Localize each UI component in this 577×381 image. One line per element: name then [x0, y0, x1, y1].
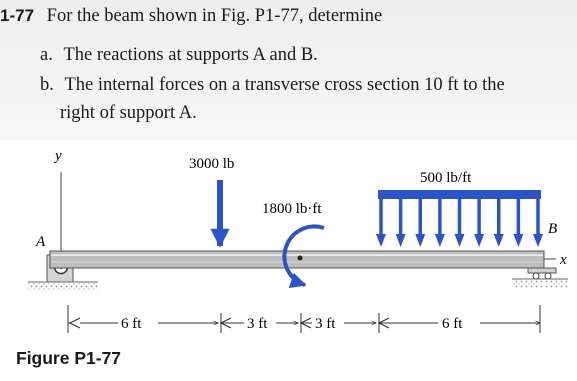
support-b-label: B	[548, 221, 558, 237]
point-load-label: 3000 lb	[189, 156, 235, 172]
x-axis-label: x	[560, 252, 567, 268]
moment-point	[298, 256, 303, 261]
problem-item-b-continuation: right of support A.	[60, 103, 197, 123]
distributed-load-arrows	[376, 199, 543, 247]
distributed-load-arrowhead	[415, 234, 425, 247]
ground-a	[28, 282, 98, 291]
ground-b	[512, 279, 568, 288]
distributed-load-arrowhead	[455, 234, 465, 247]
distributed-load-arrowhead	[435, 234, 445, 247]
y-axis-label: y	[55, 148, 62, 164]
beam	[50, 251, 544, 268]
item-b-text: The internal forces on a transverse cross section 10 ft to the	[64, 75, 505, 95]
dim-2-label: 3 ft	[247, 316, 268, 332]
distributed-load-arrowhead	[533, 234, 543, 247]
dim-3-label: 3 ft	[315, 316, 336, 332]
distributed-load-arrowhead	[494, 234, 504, 247]
problem-intro: For the beam shown in Fig. P1-77, determine	[46, 6, 383, 26]
roller-support-b	[528, 268, 556, 273]
distributed-load-arrowhead	[513, 234, 523, 247]
distributed-load-arrowhead	[474, 234, 484, 247]
distributed-load-label: 500 lb/ft	[420, 170, 472, 186]
figure-caption: Figure P1-77	[16, 348, 122, 368]
item-a-text: The reactions at supports A and B.	[63, 45, 318, 65]
moment-label: 1800 lb·ft	[262, 201, 322, 217]
dim-4-label: 6 ft	[442, 316, 463, 332]
support-a-label: A	[36, 234, 46, 250]
problem-number: 1-77	[0, 6, 35, 25]
item-a-label: a.	[40, 45, 53, 65]
dim-1-arrowhead-start	[70, 318, 80, 328]
distributed-load-bar	[378, 190, 541, 199]
roller-b-wheel-right	[545, 273, 551, 279]
dim-1-label: 6 ft	[121, 316, 142, 332]
distributed-load-arrowhead	[376, 234, 386, 247]
item-b-label: b.	[40, 75, 54, 95]
roller-b-wheel-left	[533, 273, 539, 279]
distributed-load-arrowhead	[396, 234, 406, 247]
